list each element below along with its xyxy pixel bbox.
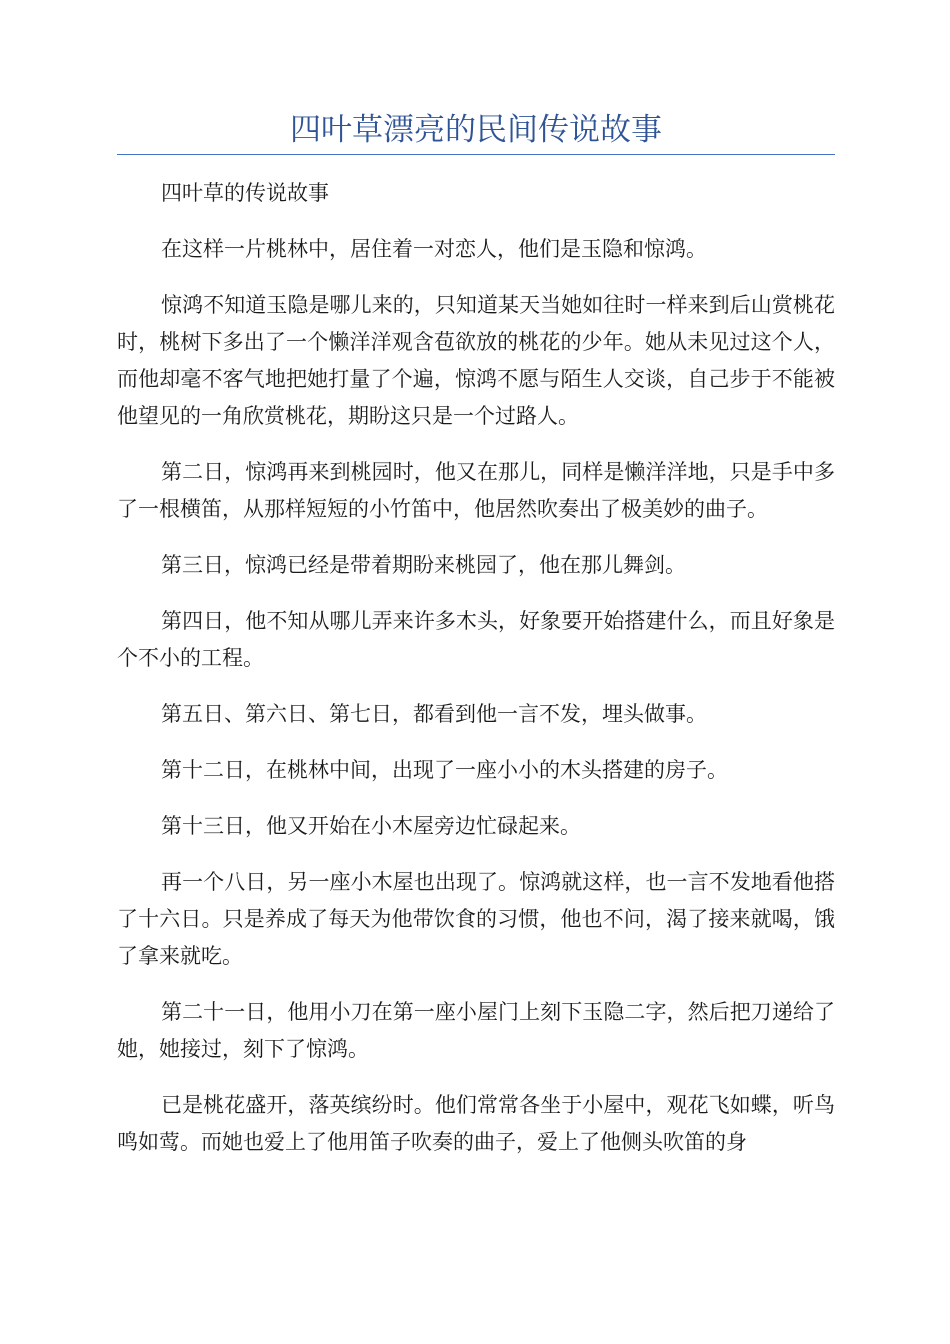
paragraph: 已是桃花盛开，落英缤纷时。他们常常各坐于小屋中，观花飞如蝶，听鸟鸣如莺。而她也爱上了他用笛子吹奏的曲子，爱上了他侧头吹笛的身 [117,1093,835,1154]
paragraph: 第四日，他不知从哪儿弄来许多木头，好象要开始搭建什么，而且好象是个不小的工程。 [117,609,835,670]
paragraph: 第十二日，在桃林中间，出现了一座小小的木头搭建的房子。 [161,758,728,782]
paragraph: 在这样一片桃林中，居住着一对恋人，他们是玉隐和惊鸿。 [161,237,707,261]
paragraph: 第五日、第六日、第七日，都看到他一言不发，埋头做事。 [161,702,707,726]
paragraph: 第二日，惊鸿再来到桃园时，他又在那儿，同样是懒洋洋地，只是手中多了一根横笛，从那样短短的小竹笛中，他居然吹奏出了极美妙的曲子。 [117,460,835,521]
paragraph: 第三日，惊鸿已经是带着期盼来桃园了，他在那儿舞剑。 [161,553,686,577]
section-heading: 四叶草的传说故事 [161,181,329,205]
title-underline [117,154,835,155]
paragraph: 第十三日，他又开始在小木屋旁边忙碌起来。 [161,814,581,838]
paragraph: 再一个八日，另一座小木屋也出现了。惊鸿就这样，也一言不发地看他搭了十六日。只是养成了每天为他带饮食的习惯，他也不问，渴了接来就喝，饿了拿来就吃。 [117,870,835,968]
document-body [117,175,835,1180]
paragraph: 惊鸿不知道玉隐是哪儿来的，只知道某天当她如往时一样来到后山赏桃花时，桃树下多出了一个懒洋洋观含苞欲放的桃花的少年。她从未见过这个人，而他却毫不客气地把她打量了个遍，惊鸿不愿与陌生人交谈，自己步于不能被他望见的一角欣赏桃花，期盼这只是一个过路人。 [117,293,835,428]
page-title: 四叶草漂亮的民间传说故事 [290,112,662,148]
paragraph: 第二十一日，他用小刀在第一座小屋门上刻下玉隐二字，然后把刀递给了她，她接过，刻下了惊鸿。 [117,1000,835,1061]
